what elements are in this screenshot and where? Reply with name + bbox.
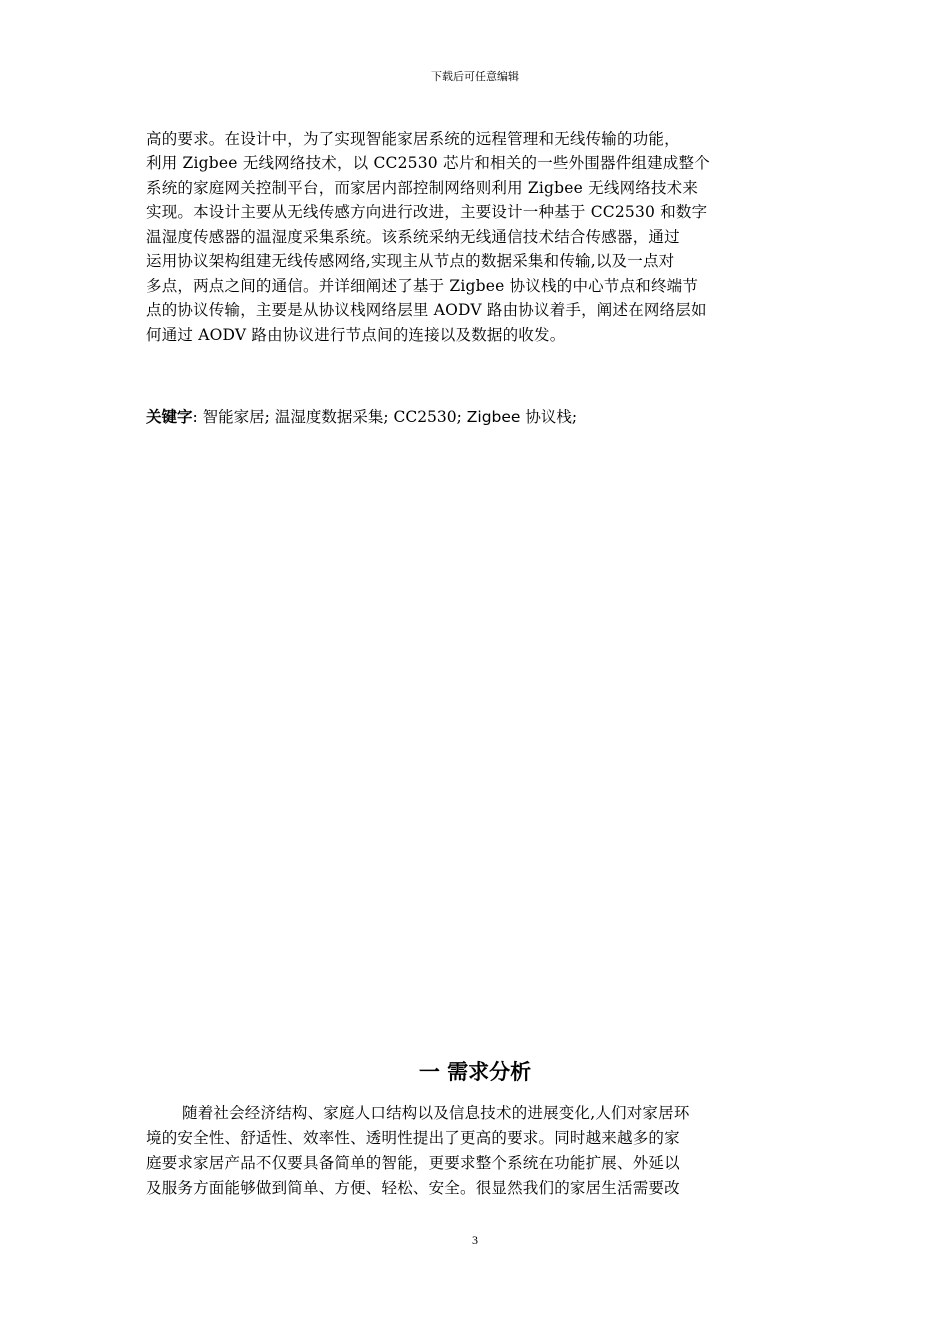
page-number: 3 xyxy=(472,1233,478,1247)
keywords-items: 智能家居; 温湿度数据采集; CC2530; xyxy=(197,408,467,426)
abstract-line: 系统的家庭网关控制平台，而家居内部控制网络则利用 Zigbee 无线网络技术来 xyxy=(146,179,699,197)
abstract-line: 何通过 AODV 路由协议进行节点间的连接以及数据的收发。 xyxy=(146,326,566,344)
abstract-line: 高的要求。在设计中，为了实现智能家居系统的远程管理和无线传输的功能， xyxy=(146,130,680,148)
keywords-line xyxy=(146,405,577,427)
abstract-line: 多点，两点之间的通信。并详细阐述了基于 Zigbee 协议栈的中心节点和终端节 xyxy=(146,277,699,295)
keywords-zigbee: Zigbee xyxy=(466,408,521,426)
keywords-tail: 协议栈; xyxy=(520,408,578,426)
section-line: 随着社会经济结构、家庭人口结构以及信息技术的进展变化,人们对家居环 xyxy=(182,1104,690,1122)
keywords-label: 关键字 xyxy=(146,408,193,426)
abstract-line: 利用 Zigbee 无线网络技术，以 CC2530 芯片和相关的一些外围器件组建成整个 xyxy=(146,154,710,172)
keywords-separator: : xyxy=(192,408,198,426)
section-line: 境的安全性、舒适性、效率性、透明性提出了更高的要求。同时越来越多的家 xyxy=(146,1129,680,1147)
section-heading: 一 需求分析 xyxy=(418,1060,532,1084)
abstract-line: 运用协议架构组建无线传感网络,实现主从节点的数据采集和传输,以及一点对 xyxy=(146,252,675,270)
abstract-line: 点的协议传输，主要是从协议栈网络层里 AODV 路由协议着手，阐述在网络层如 xyxy=(146,301,707,319)
page-header: 下载后可任意编辑 xyxy=(431,70,519,83)
section-line: 及服务方面能够做到简单、方便、轻松、安全。很显然我们的家居生活需要改 xyxy=(146,1179,680,1197)
abstract-line: 实现。本设计主要从无线传感方向进行改进，主要设计一种基于 CC2530 和数字 xyxy=(146,203,708,221)
section-line: 庭要求家居产品不仅要具备简单的智能，更要求整个系统在功能扩展、外延以 xyxy=(146,1154,680,1172)
abstract-line: 温湿度传感器的温湿度采集系统。该系统采纳无线通信技术结合传感器，通过 xyxy=(146,228,680,246)
